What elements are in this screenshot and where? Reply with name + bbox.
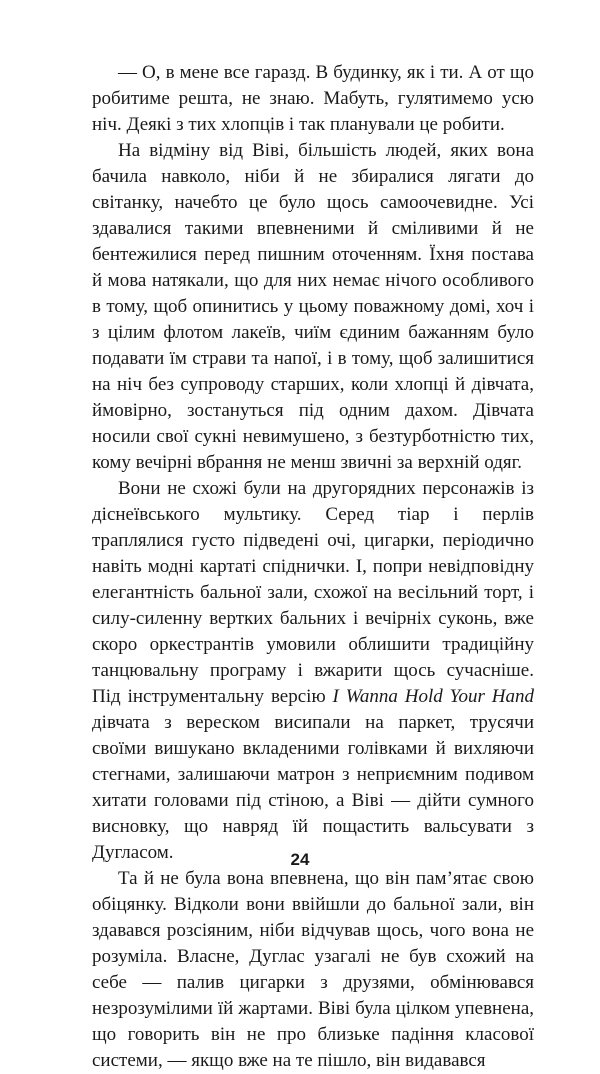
page-number: 24 <box>290 850 310 869</box>
song-title: I Wanna Hold Your Hand <box>332 686 534 707</box>
paragraph-1: — О, в мене все гаразд. В будинку, як і ти. А от що робитиме решта, не знаю. Мабуть, гулятимемо усю ніч. Деякі з тих хлопців і так планували це робити. <box>92 62 534 135</box>
paragraph-3-text-end: дівчата з вереском висипали на паркет, трусячи своїми вишукано вкладеними голівками й вихляючи стегнами, залишаючи матрон з неприємним подивом хитати головами під стіною, а Віві — дійти сумного висновку, що навряд їй пощастить вальсувати з Дугласом. <box>92 712 534 863</box>
page-body <box>92 60 534 1074</box>
paragraph-3 <box>92 476 534 866</box>
paragraph-4: Та й не була вона впевнена, що він пам’ятає свою обіцянку. Відколи вони ввійшли до бальної зали, він здавався розсіяним, ніби відчував щось, чого вона не розуміла. Власне, Дуглас узагалі не був схожий на себе — палив цигарки з друзями, обмінювався незрозумілими їй жартами. Віві була цілком упевнена, що говорить він не про близьке падіння класової системи, — якщо вже на те пішло, він видавався <box>92 868 534 1071</box>
paragraph-3-text-start: Вони не схожі були на другорядних персонажів із діснеївського мультику. Серед тіар і перлів траплялися густо підведені очі, цигарки, періодично навіть модні картаті спіднички. І, попри невідповідну елегантність бальної зали, схожої на весільний торт, і силу-силенну вертких бальних і вечірніх суконь, вже скоро оркестрантів умовили облишити традиційну танцювальну програму і вжарити щось сучасніше. Під інструментальну версію <box>92 478 534 707</box>
paragraph-2: На відміну від Віві, більшість людей, яких вона бачила навколо, ніби й не збиралися лягати до світанку, начебто це було щось самоочевидне. Усі здавалися такими впевненими й сміливими й не бентежилися перед пишним оточенням. Їхня постава й мова натякали, що для них немає нічого особливого в тому, щоб опинитись у цьому поважному домі, хоч і з цілим флотом лакеїв, чиїм єдиним бажанням було подавати їм страви та напої, і в тому, щоб залишитися на ніч без супроводу старших, коли хлопці й дівчата, ймовірно, зостануться під одним дахом. Дівчата носили свої сукні невимушено, з безтурботністю тих, кому вечірні вбрання не менш звичні за верхній одяг. <box>92 140 534 473</box>
